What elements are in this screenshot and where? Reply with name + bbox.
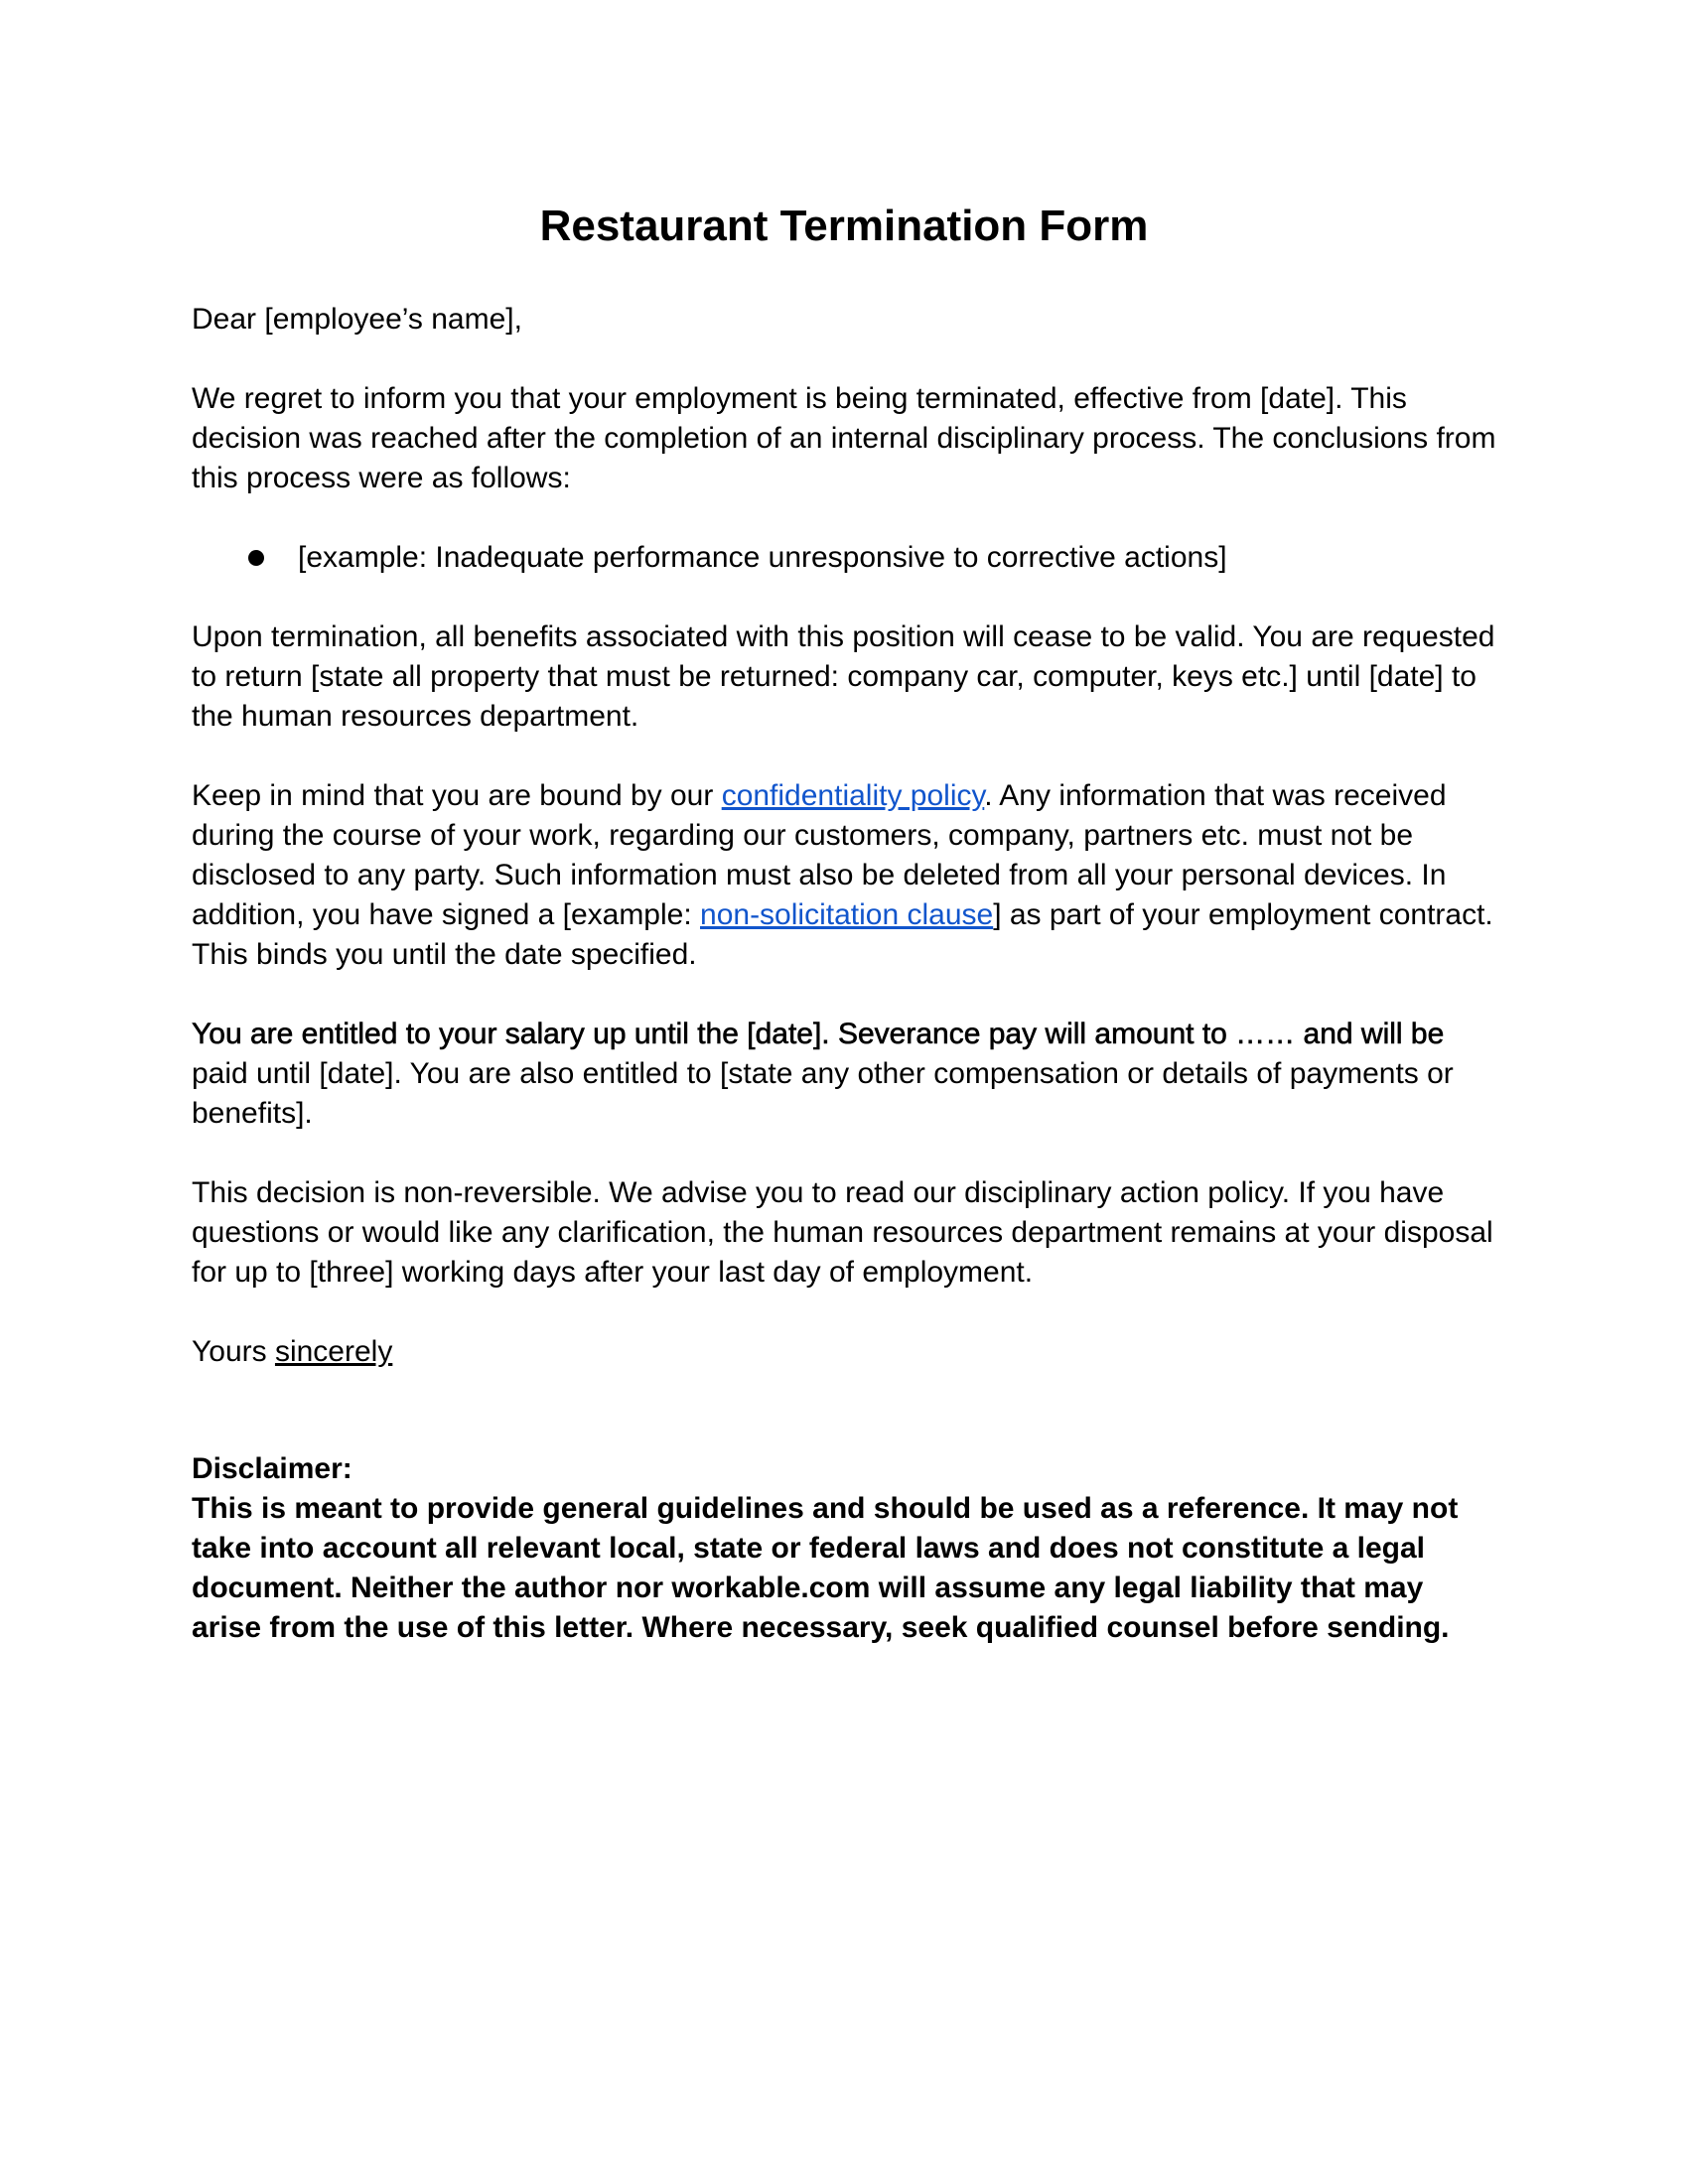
salutation-line: Dear [employee’s name], (192, 303, 522, 336)
signoff-prefix: Yours (192, 1335, 275, 1368)
bullet-icon (248, 550, 264, 566)
confidentiality-policy-link[interactable]: confidentiality policy (721, 779, 985, 812)
page-title: Restaurant Termination Form (539, 202, 1149, 250)
benefits-paragraph (192, 617, 1496, 737)
disclaimer-heading: Disclaimer: (192, 1452, 352, 1485)
signoff-line (192, 1332, 1496, 1372)
bullet-text: [example: Inadequate performance unresponsive to corrective actions] (298, 541, 1227, 574)
non-solicitation-clause-link[interactable]: non-solicitation clause (700, 898, 994, 931)
disclaimer-body: This is meant to provide general guidelines and should be used as a reference. It may not take into account all relevant local, state or federal laws and does not constitute a legal document. Neither the author nor workable.com will assume any legal liability that may arise from the use of this letter. Where necessary, seek qualified counsel before sending. (192, 1492, 1459, 1644)
signoff-underlined-word: sincerely (274, 1335, 393, 1368)
confidentiality-text-between: . Any information that was received during the course of your work, regarding our customers, company, partners etc. must not be disclosed to any party. Such information must also be deleted from all your personal devices. In addition, you have signed a [example: (192, 779, 1447, 931)
severance-paragraph (192, 1015, 1496, 1134)
bullet-list-item (192, 538, 1496, 578)
confidentiality-paragraph (192, 776, 1496, 975)
confidentiality-text-after: ] as part of your employment contract. This binds you until the date specified. (192, 898, 1493, 971)
severance-first-line: You are entitled to your salary up until the [date]. Severance pay will amount to …… and will be (192, 1018, 1445, 1050)
closing-paragraph: This decision is non-reversible. We advise you to read our disciplinary action policy. If you have questions or would like any clarification, the human resources department remains at your disposal for up to [three] working days after your last day of employment. (192, 1176, 1493, 1289)
confidentiality-text-before: Keep in mind that you are bound by our (192, 779, 722, 812)
benefits-text: Upon termination, all benefits associated with this position will cease to be valid. You are requested to return [state all property that must be returned: company car, computer, keys etc.] until [date] to the human resources department. (192, 620, 1495, 733)
intro-paragraph: We regret to inform you that your employment is being terminated, effective from [date]. This decision was reached after the completion of an internal disciplinary process. The conclusions from this process were as follows: (192, 382, 1496, 494)
severance-rest: paid until [date]. You are also entitled to [state any other compensation or details of payments or benefits]. (192, 1057, 1454, 1130)
